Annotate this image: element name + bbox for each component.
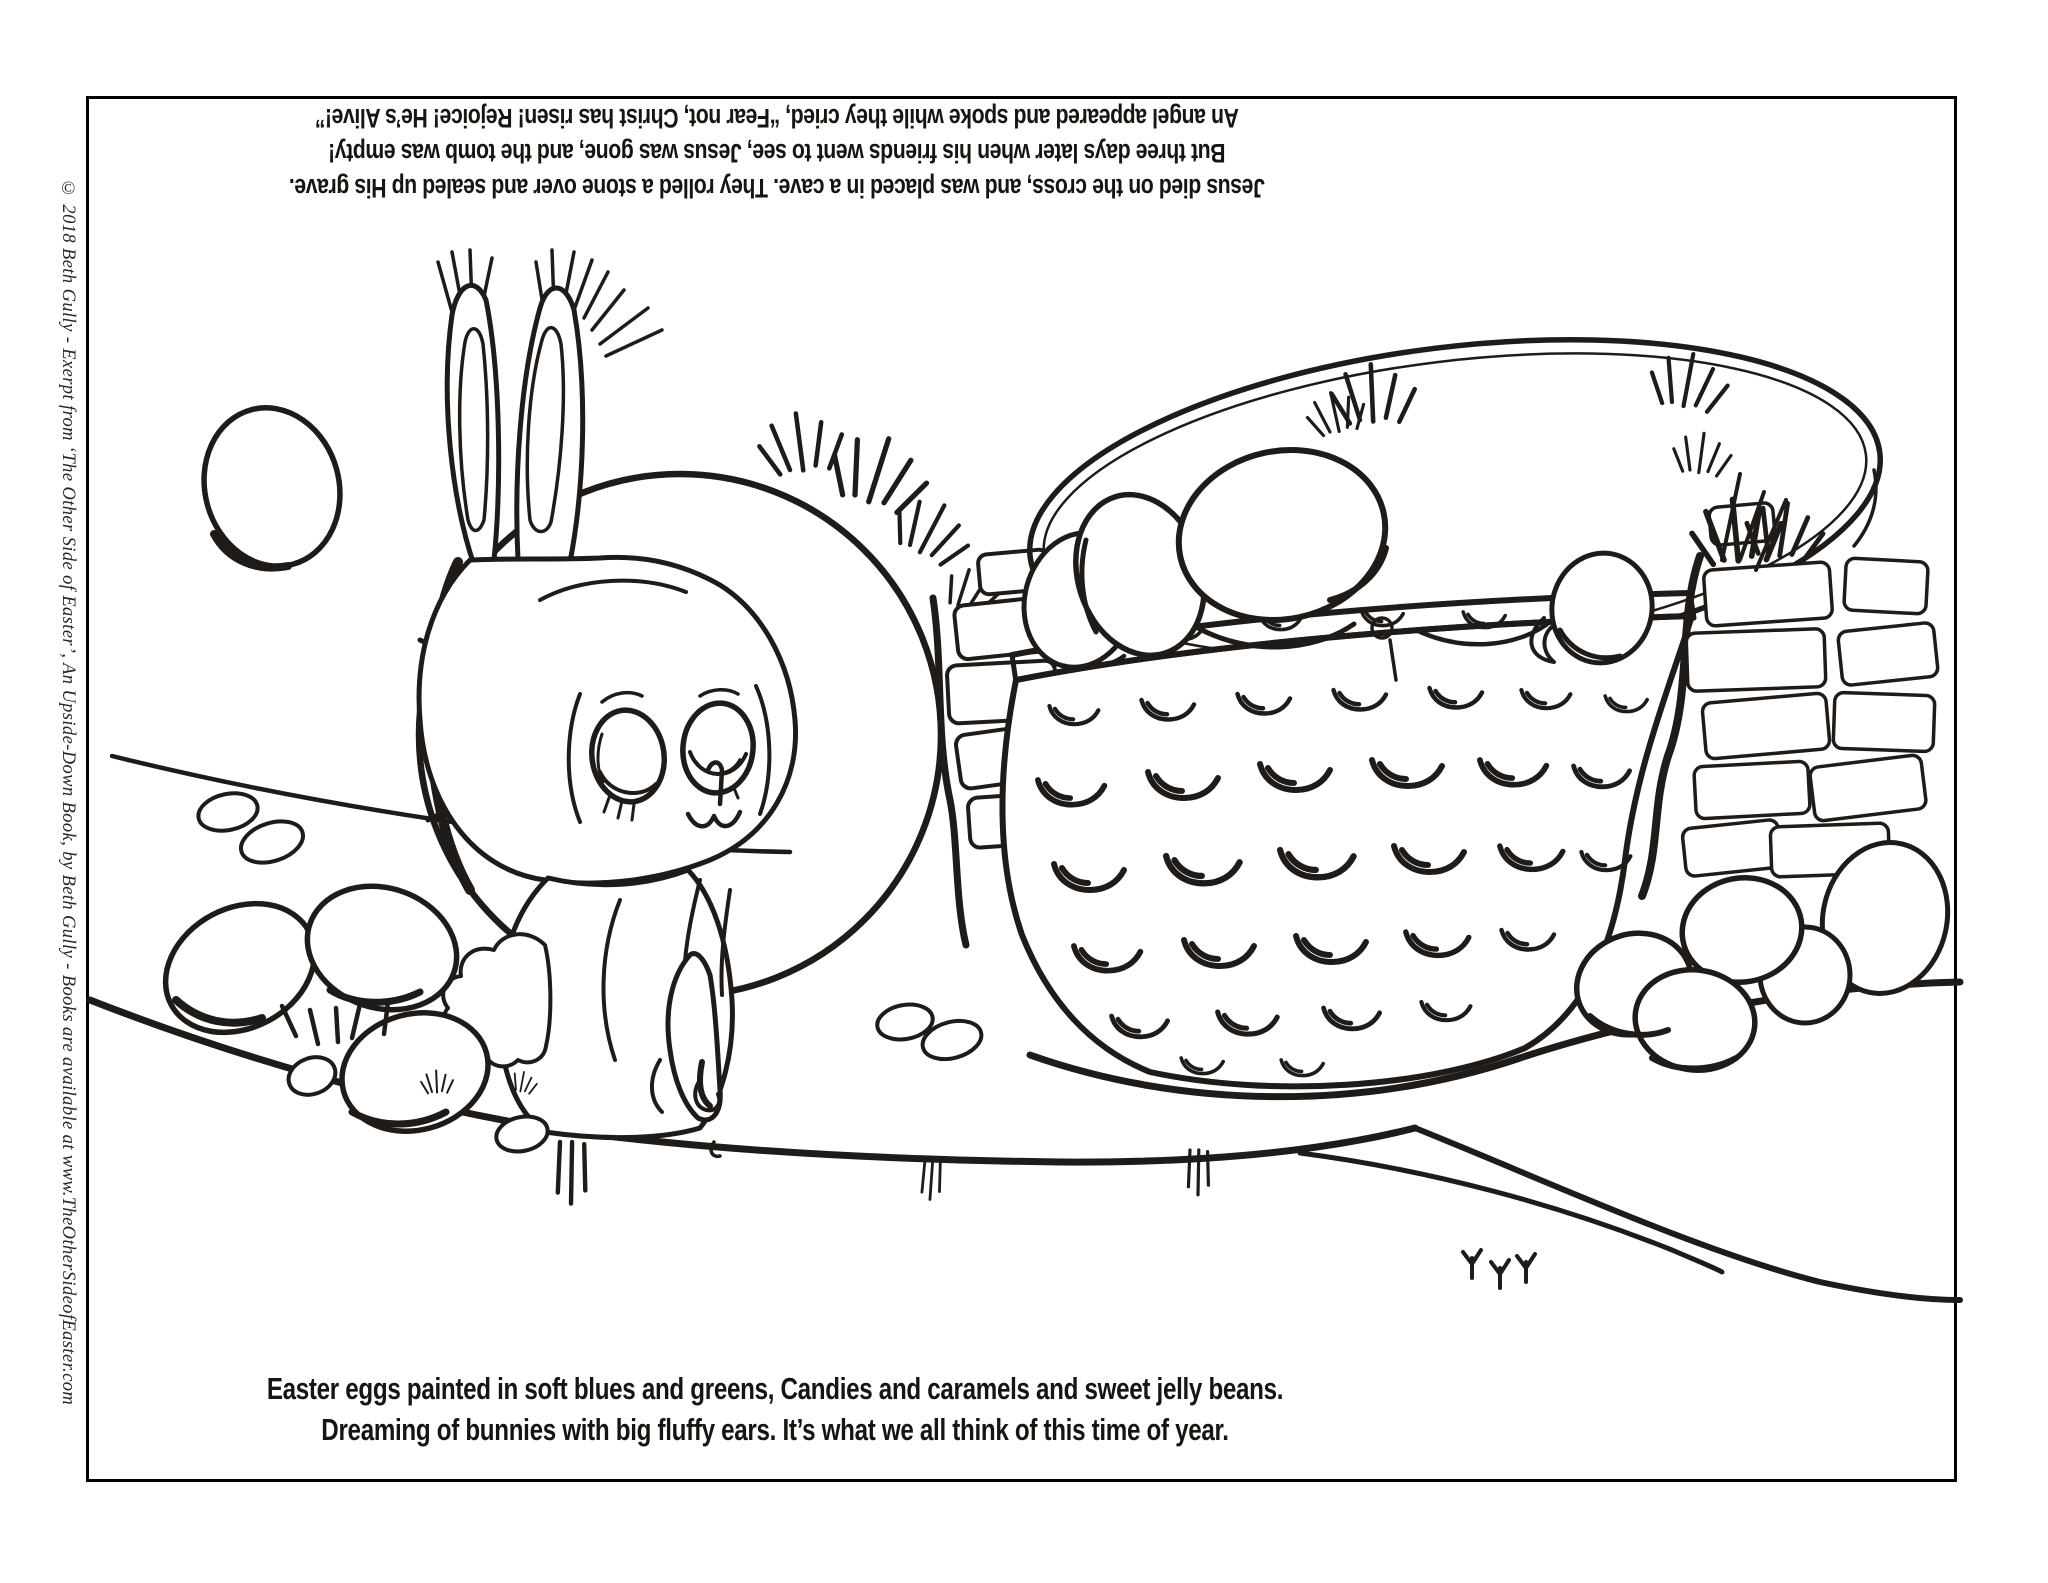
brick-wall-right [1642,474,1939,896]
grass-on-handle [1303,349,1733,477]
verse-line-2: But three days later when his friends went to see, Jesus was gone, and the tomb was empty! [328,138,1226,168]
easter-bunny [419,250,795,1156]
verse-line-3: An angel appeared and spoke while they cried, “Fear not, Christ has risen! Rejoice! He’s Alive!” [315,103,1239,133]
grass-on-bricks [1688,474,1826,570]
caption-line-1: Easter eggs painted in soft blues and greens, Candies and caramels and sweet jelly beans. [266,1371,1284,1406]
egg-top-left [187,392,358,581]
verse-line-1: Jesus died on the cross, and was placed in a cave. They rolled a stone over and sealed up His grave. [289,173,1265,203]
bunny-ears [447,285,582,565]
margin-credit: © 2018 Beth Gully - Exerpt from ‘The Other Side of Easter’, An Upside-Down Book, by Beth Gully - Books are available at www.TheOtherSideofEaster.com [58,178,78,1406]
grass-on-stone [755,406,1017,630]
caption-line-2: Dreaming of bunnies with big fluffy ears. It’s what we all think of this time of year. [321,1412,1229,1447]
